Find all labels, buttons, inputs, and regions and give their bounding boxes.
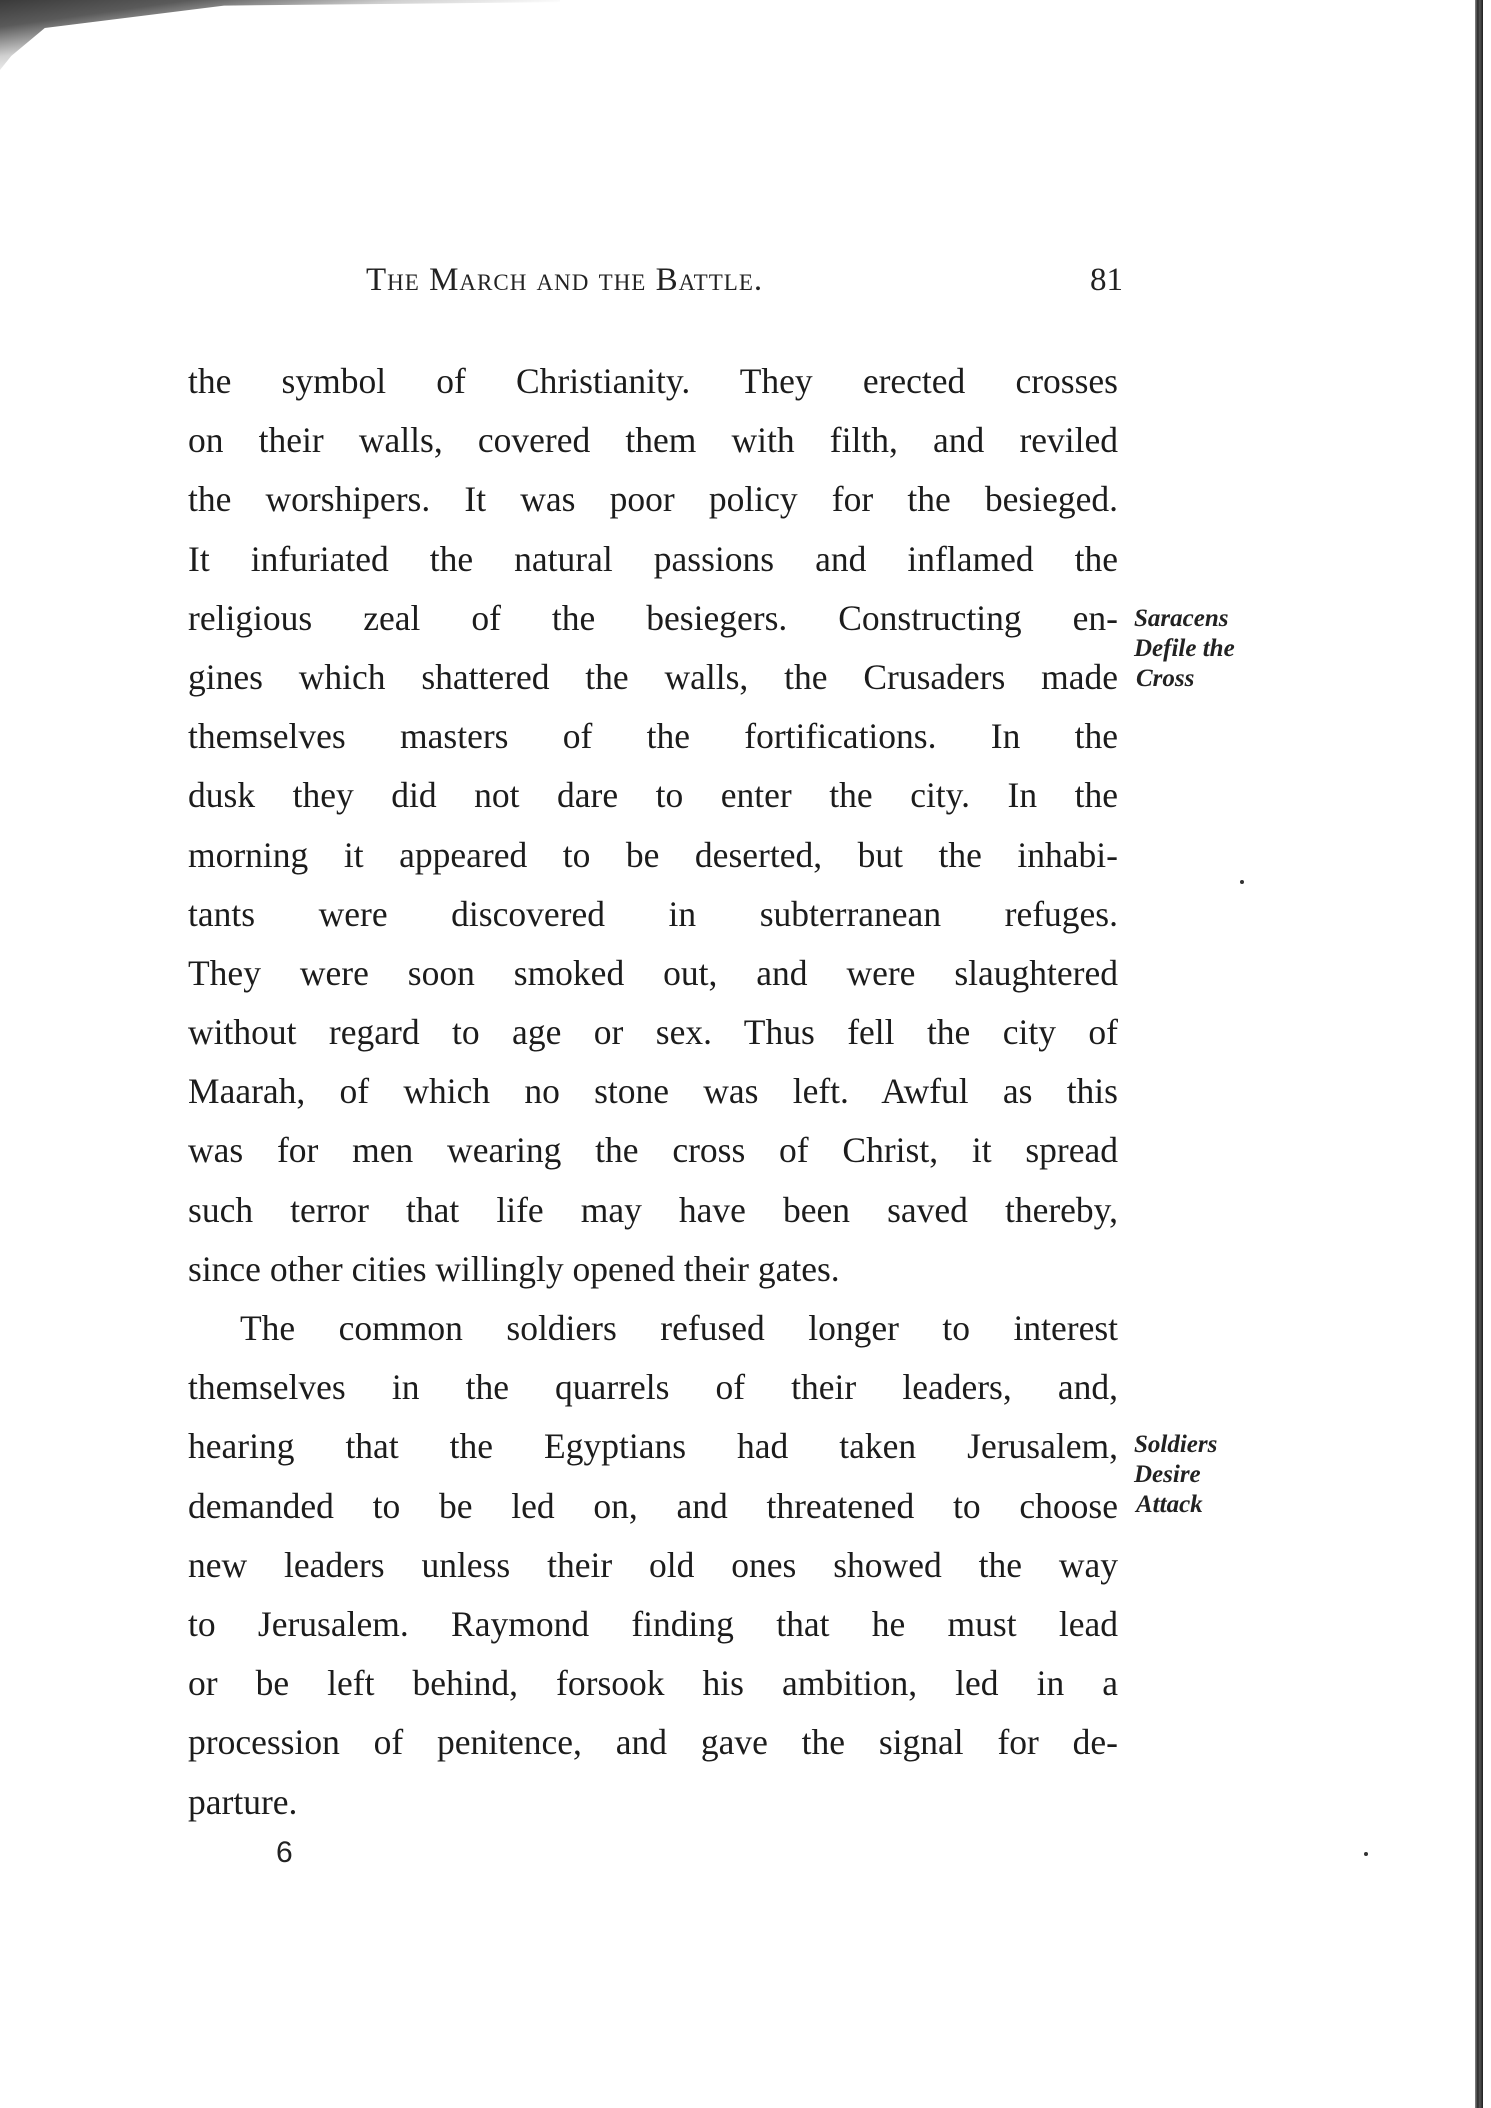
body-text bbox=[188, 352, 1118, 1832]
text-line: such terror that life may have been saved thereby, bbox=[188, 1189, 1118, 1230]
text-line: to Jerusalem. Raymond finding that he must lead bbox=[188, 1603, 1118, 1644]
text-line: the symbol of Christianity. They erected crosses bbox=[188, 361, 1118, 401]
sidenote-saracens bbox=[1134, 604, 1235, 694]
text-line: was for men wearing the cross of Christ, it spread bbox=[188, 1130, 1118, 1171]
sidenote-soldiers bbox=[1134, 1430, 1217, 1520]
text-line: the worshipers. It was poor policy for the besieged. bbox=[188, 479, 1118, 520]
text-line: without regard to age or sex. Thus fell the city of bbox=[188, 1012, 1118, 1053]
text-line: demanded to be led on, and threatened to choose bbox=[188, 1485, 1118, 1526]
sidenote-line: Soldiers bbox=[1134, 1431, 1218, 1458]
page-number: 81 bbox=[1090, 262, 1123, 298]
text-line: dusk they did not dare to enter the city. In the bbox=[188, 775, 1118, 816]
text-line: since other cities willingly opened their gates. bbox=[188, 1248, 840, 1289]
text-line: gines which shattered the walls, the Crusaders made bbox=[188, 656, 1118, 697]
text-line: It infuriated the natural passions and inflamed the bbox=[188, 538, 1118, 579]
text-line: The common soldiers refused longer to interest bbox=[240, 1308, 1118, 1348]
text-line: hearing that the Egyptians had taken Jerusalem, bbox=[188, 1426, 1118, 1467]
scan-edge bbox=[1475, 0, 1483, 2108]
text-line: themselves masters of the fortifications. In the bbox=[188, 716, 1118, 757]
text-line: or be left behind, forsook his ambition, led in a bbox=[188, 1663, 1118, 1704]
text-line: themselves in the quarrels of their leaders, and, bbox=[188, 1367, 1118, 1408]
signature-mark: 6 bbox=[276, 1836, 293, 1869]
text-line: on their walls, covered them with filth, and reviled bbox=[188, 420, 1118, 461]
sidenote-line: Cross bbox=[1136, 665, 1195, 692]
running-head: The March and the Battle. bbox=[366, 262, 764, 298]
scan-speck bbox=[1240, 880, 1244, 884]
text-line: religious zeal of the besiegers. Constructing en- bbox=[188, 597, 1118, 638]
text-line: procession of penitence, and gave the signal for de- bbox=[188, 1722, 1118, 1763]
sidenote-line: Saracens bbox=[1134, 605, 1229, 632]
text-line: morning it appeared to be deserted, but the inhabi- bbox=[188, 834, 1118, 875]
sidenote-line: Desire bbox=[1134, 1461, 1201, 1488]
text-line: tants were discovered in subterranean refuges. bbox=[188, 893, 1118, 934]
scan-shadow bbox=[0, 0, 560, 70]
scan-speck bbox=[1364, 1852, 1368, 1856]
text-line: They were soon smoked out, and were slaughtered bbox=[188, 952, 1118, 993]
text-line: Maarah, of which no stone was left. Awful as this bbox=[188, 1071, 1118, 1112]
text-line: new leaders unless their old ones showed the way bbox=[188, 1544, 1118, 1585]
text-line: parture. bbox=[188, 1781, 298, 1822]
sidenote-line: Defile the bbox=[1134, 635, 1235, 662]
sidenote-line: Attack bbox=[1136, 1491, 1203, 1518]
